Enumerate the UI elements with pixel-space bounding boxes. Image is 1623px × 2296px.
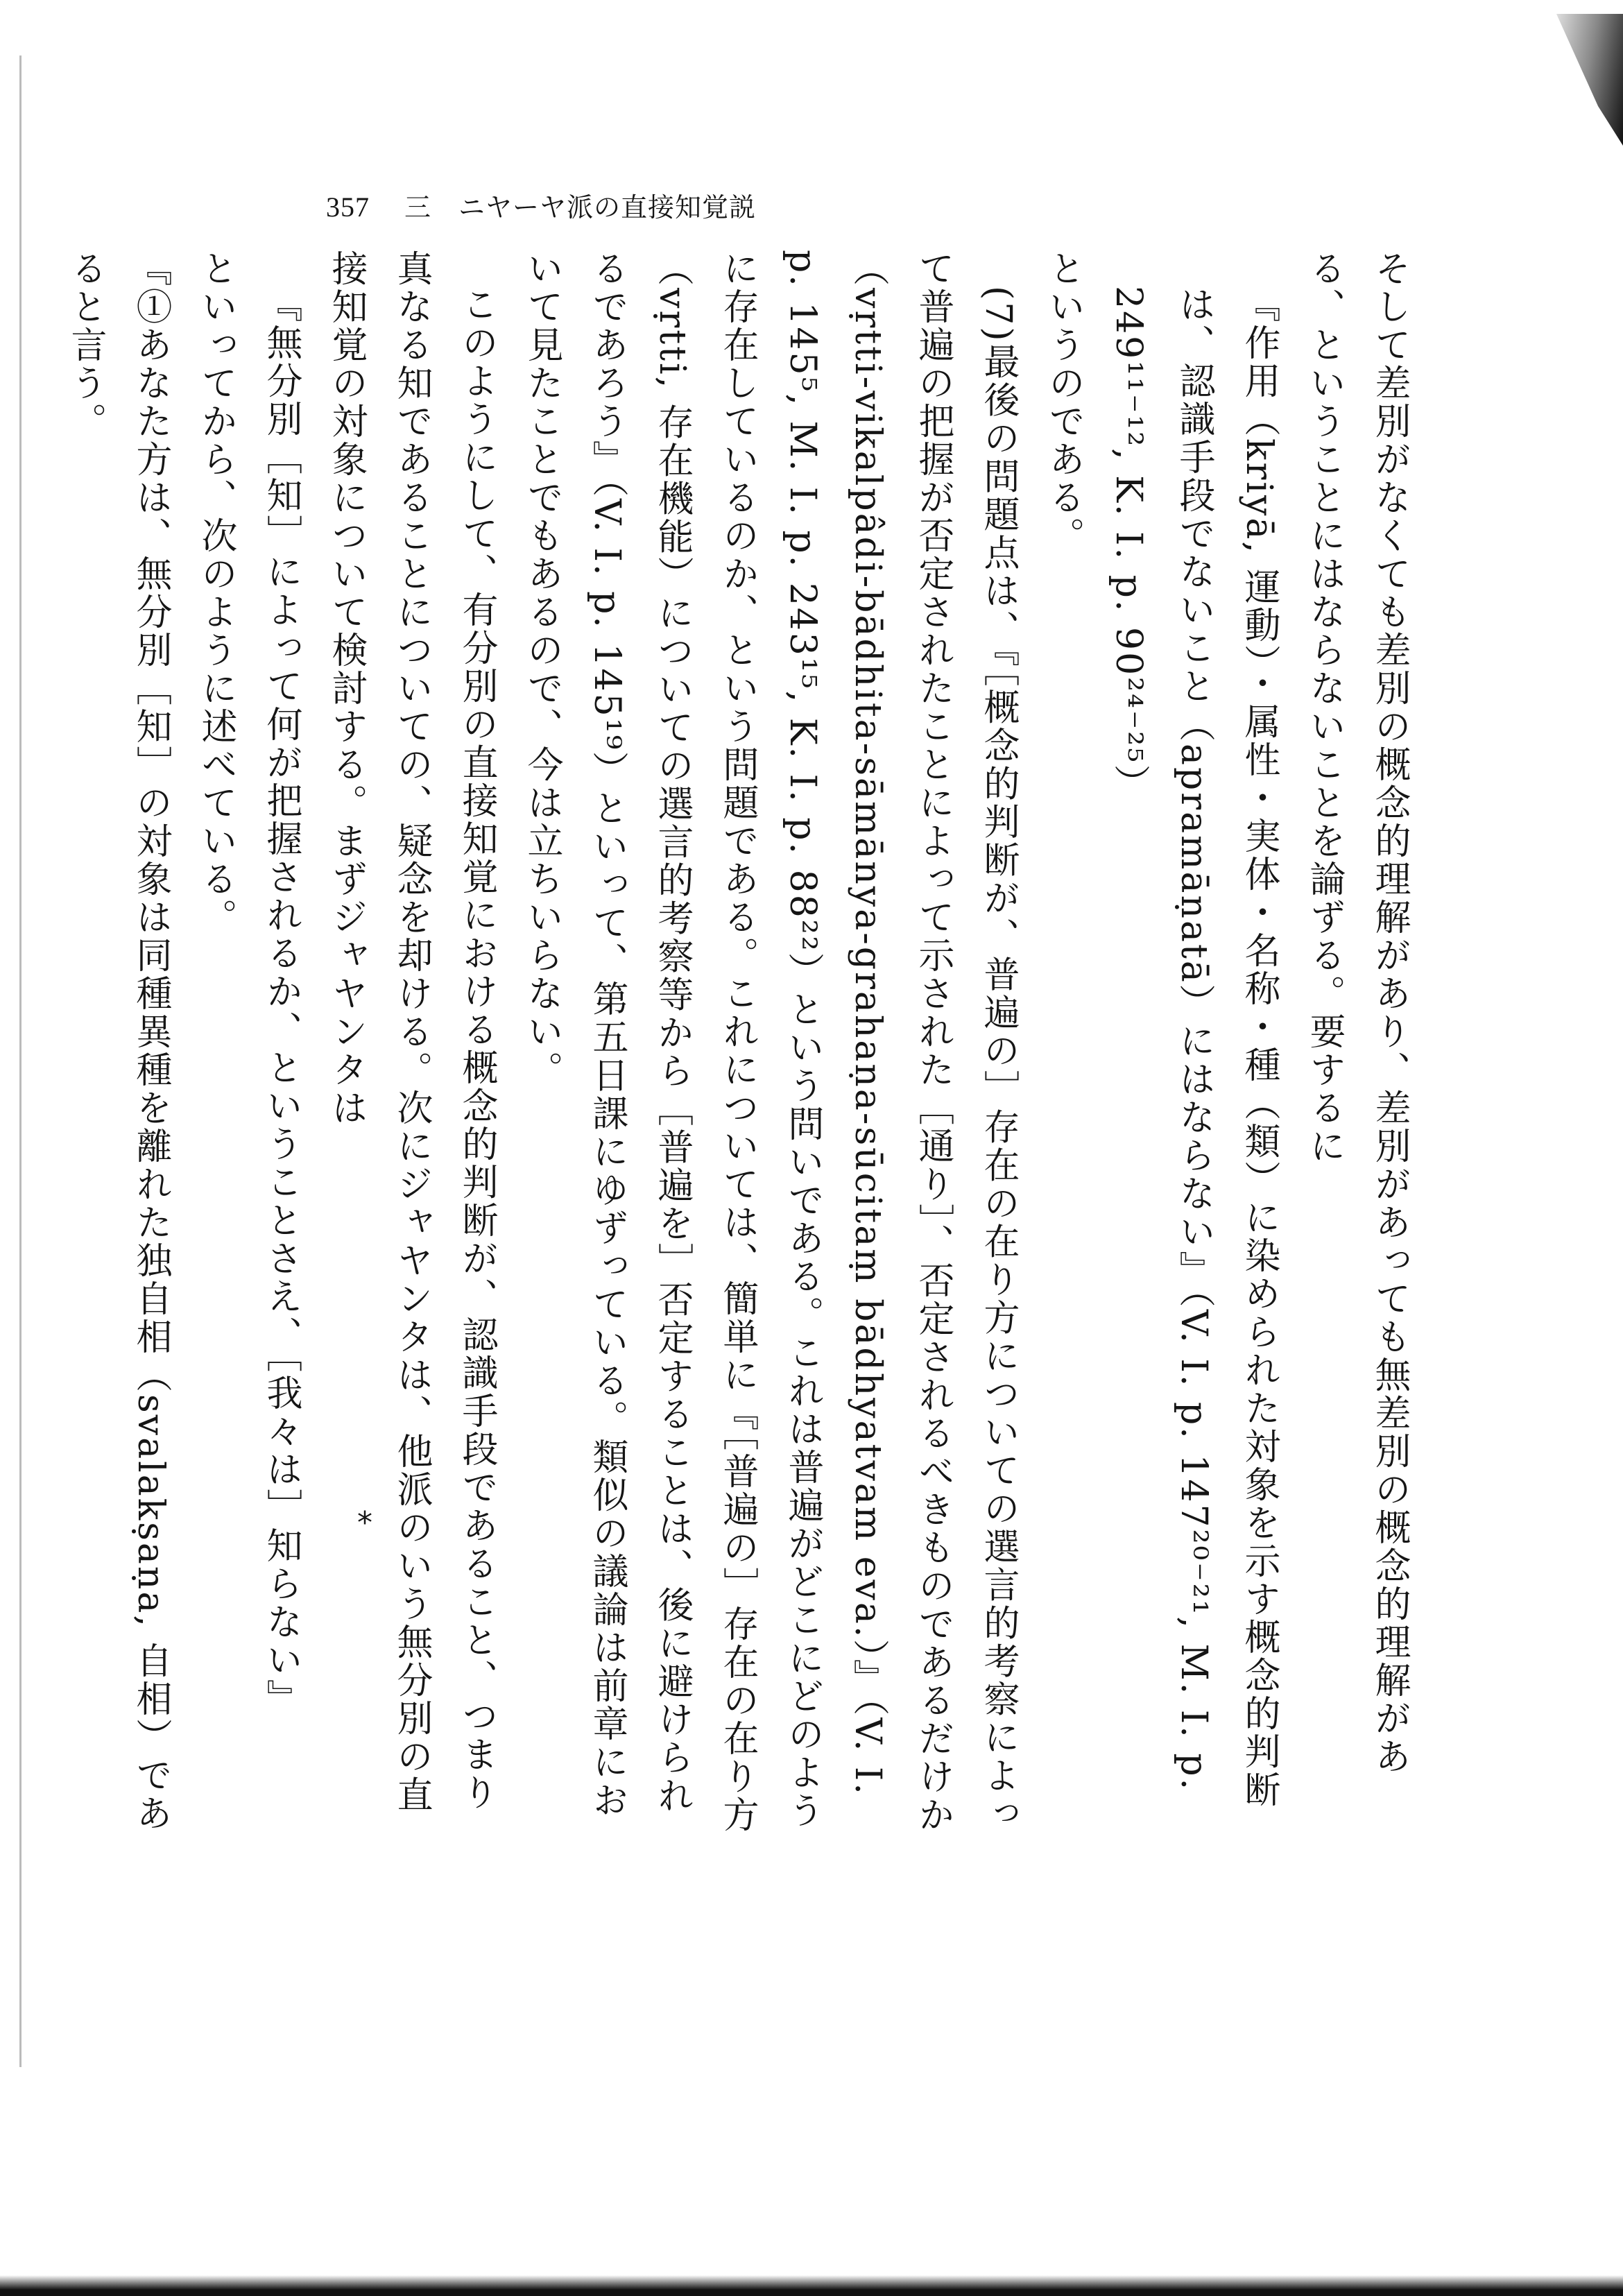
- quotation: 『無分別［知］によって何が把握されるか、ということさえ、［我々は］知らない』: [260, 286, 302, 1717]
- scan-shadow-corner: [1540, 14, 1623, 146]
- paragraph: というのである。: [1042, 250, 1084, 555]
- vertical-text-body: [53, 250, 1422, 1845]
- footnote-marker: *: [357, 1505, 372, 1541]
- section-title: 三 ニヤーヤ派の直接知覚説: [404, 192, 757, 223]
- scan-binding-line: [19, 55, 22, 2067]
- page-number: 357: [326, 191, 370, 223]
- paragraph: (7)最後の問題点は、『［概念的判断が、普遍の］存在の在り方についての選言的考察によって普遍の把握が否定されたことによって示された［通り］、否定されるべきものであるだけか（vṛtti-vikalpâdi-bādhita-sāmānya-grahaṇa-sūcitaṃ bādhyatvam eva.）』（V. I. p. 145⁵, M. I. p. 243¹⁵, K. I. p. 88²²）という問いである。これは普遍がどこにどのように存在しているのか、という問題である。これについては、簡単に『［普遍の］存在の在り方（vṛtti, 存在機能）についての選言的考察等から［普遍を］否定することは、後に避けられるであろう』（V. I. p. 145¹⁹）といって、第五日課にゆずっている。類似の議論は前章において見たことでもあるので、今は立ちいらない。: [521, 250, 1019, 1834]
- scan-shadow-bottom: [0, 2275, 1623, 2296]
- paragraph: といってから、次のように述べている。: [195, 250, 237, 936]
- running-header: [326, 186, 756, 224]
- paragraph: このようにして、有分別の直接知覚における概念的判断が、認識手段であること、つまり真なる知であることについての、疑念を却ける。次にジャヤンタは、他派のいう無分別の直接知覚の対象について検討する。まずジャヤンタは: [325, 250, 497, 1814]
- paragraph: そして差別がなくても差別の概念的理解があり、差別があっても無差別の概念的理解がある、ということにはならないことを論ずる。要するに: [1303, 250, 1410, 1776]
- paragraph: 『①あなた方は、無分別［知］の対象は同種異種を離れた独自相（svalakṣaṇa, 自相）であると言う。: [65, 250, 171, 1833]
- quotation: 『作用（kriyā, 運動）・属性・実体・名称・種（類）に染められた対象を示す概念的判断は、認識手段でないこと（apramāṇatā）にはならない』（V. I. p. 147²⁰⁻²¹, M. I. p. 249¹¹⁻¹², K. I. p. 90²⁴⁻²⁵）: [1108, 286, 1280, 1810]
